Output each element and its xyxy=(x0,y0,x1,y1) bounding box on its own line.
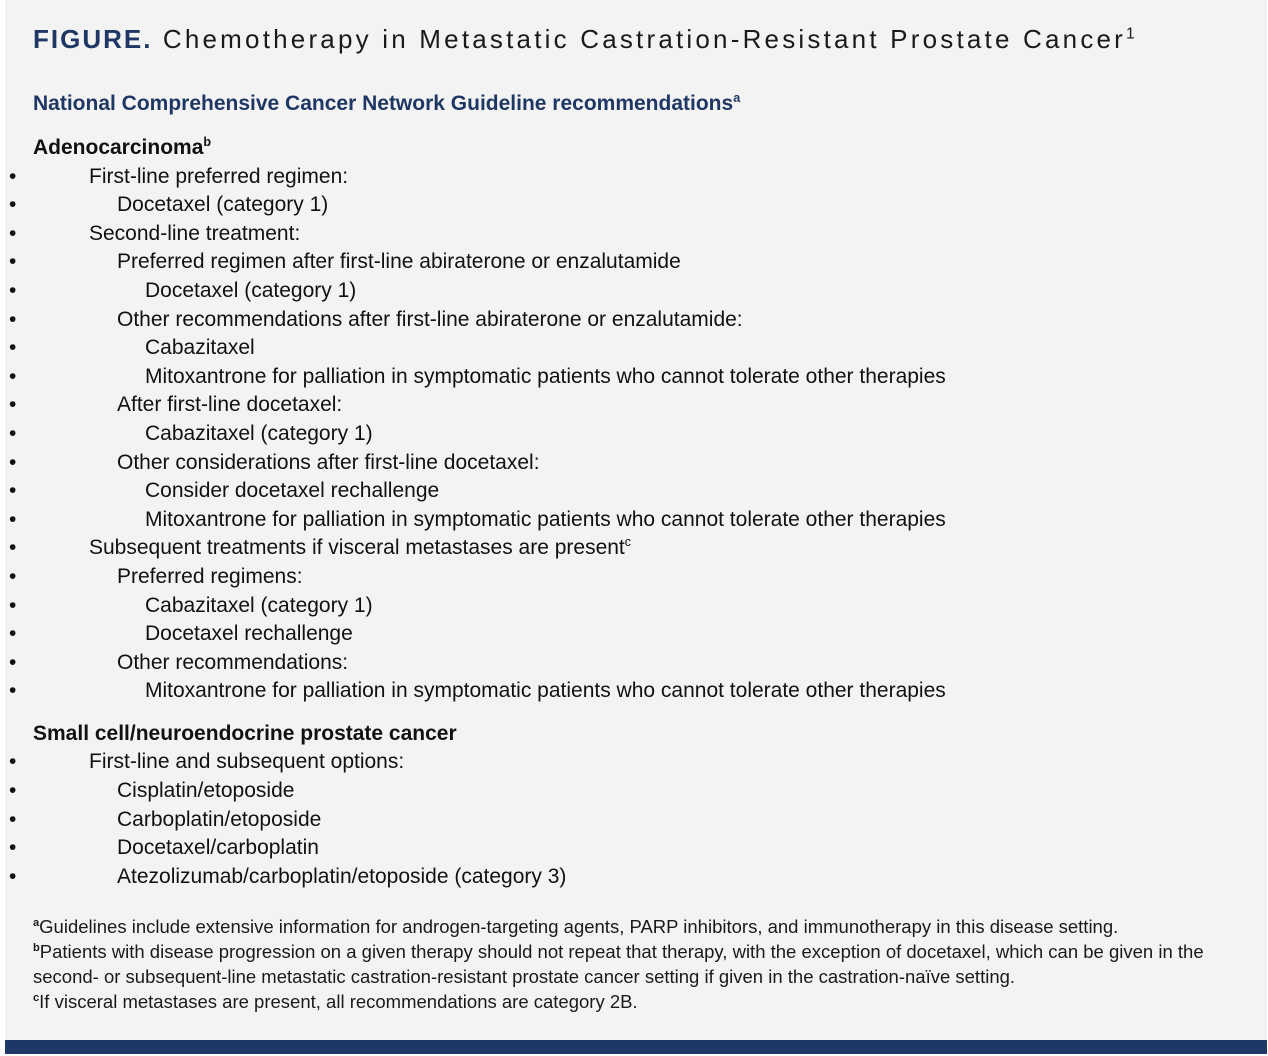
list-item: • Cisplatin/etoposide xyxy=(33,777,1233,806)
list-item: • Cabazitaxel (category 1) xyxy=(33,420,1233,449)
figure-label: FIGURE. xyxy=(33,24,153,54)
list-item: • Docetaxel/carboplatin xyxy=(33,834,1233,863)
list-item: • Cabazitaxel xyxy=(33,334,1233,363)
list-item: • First-line preferred regimen: xyxy=(33,163,1233,192)
list-item-visceral xyxy=(33,534,1233,563)
list-item: • Consider docetaxel rechallenge xyxy=(33,477,1233,506)
list-item: • Preferred regimen after first-line abiraterone or enzalutamide xyxy=(33,248,1233,277)
footnote-text: Guidelines include extensive information for androgen-targeting agents, PARP inhibitors, and immunotherapy in this disease setting. xyxy=(39,916,1119,937)
bottom-accent-bar xyxy=(5,1040,1267,1054)
list-item: • First-line and subsequent options: xyxy=(33,748,1233,777)
guideline-subheading-text: National Comprehensive Cancer Network Guideline recommendations xyxy=(33,92,734,115)
list-item: • Mitoxantrone for palliation in symptomatic patients who cannot tolerate other therapies xyxy=(33,363,1233,392)
list-item: • Second-line treatment: xyxy=(33,220,1233,249)
list-item: • Preferred regimens: xyxy=(33,563,1233,592)
figure-title xyxy=(33,24,1138,55)
footnote-text: Patients with disease progression on a given therapy should not repeat that therapy, with the exception of docetaxel, which can be given in the second- or subsequent-line metastatic castration-resistant prostate cancer setting if given in the castration-naïve setting. xyxy=(33,941,1204,987)
list-item: • Other recommendations: xyxy=(33,649,1233,678)
list-item: • Mitoxantrone for palliation in symptomatic patients who cannot tolerate other therapies xyxy=(33,677,1233,706)
list-item: • After first-line docetaxel: xyxy=(33,391,1233,420)
footnote-c xyxy=(33,989,1233,1014)
list-item: • Other recommendations after first-line abiraterone or enzalutamide: xyxy=(33,306,1233,335)
list-item: • Cabazitaxel (category 1) xyxy=(33,592,1233,621)
figure-panel xyxy=(5,0,1267,1040)
figure-title-ref: 1 xyxy=(1126,25,1138,43)
recommendations-list xyxy=(33,134,1233,891)
adenocarcinoma-heading xyxy=(33,134,1233,163)
list-item: • Atezolizumab/carboplatin/etoposide (category 3) xyxy=(33,863,1233,892)
small-cell-items xyxy=(33,748,1233,891)
list-item-text: Subsequent treatments if visceral metastases are present xyxy=(89,536,625,560)
adenocarcinoma-heading-mark: b xyxy=(203,135,212,149)
list-item: • Mitoxantrone for palliation in symptomatic patients who cannot tolerate other therapies xyxy=(33,506,1233,535)
guideline-subheading xyxy=(33,92,740,116)
list-item: • Carboplatin/etoposide xyxy=(33,806,1233,835)
footnote-mark: c xyxy=(33,991,40,1004)
footnotes xyxy=(33,914,1233,1014)
adenocarcinoma-heading-text: Adenocarcinoma xyxy=(33,136,204,159)
figure-title-text: Chemotherapy in Metastatic Castration-Resistant Prostate Cancer xyxy=(162,24,1127,54)
footnote-a xyxy=(33,914,1233,939)
footnote-mark: b xyxy=(33,941,40,954)
footnote-text: If visceral metastases are present, all recommendations are category 2B. xyxy=(39,991,638,1012)
adenocarcinoma-items xyxy=(33,163,1233,706)
list-item: • Docetaxel (category 1) xyxy=(33,191,1233,220)
list-item: • Docetaxel rechallenge xyxy=(33,620,1233,649)
list-item: • Docetaxel (category 1) xyxy=(33,277,1233,306)
small-cell-heading: Small cell/neuroendocrine prostate cancer xyxy=(33,721,457,745)
footnote-b xyxy=(33,939,1233,989)
list-item: • Other considerations after first-line docetaxel: xyxy=(33,449,1233,478)
guideline-subheading-mark: a xyxy=(733,91,741,105)
footnote-mark: a xyxy=(33,916,40,929)
visceral-mark: c xyxy=(624,535,632,550)
